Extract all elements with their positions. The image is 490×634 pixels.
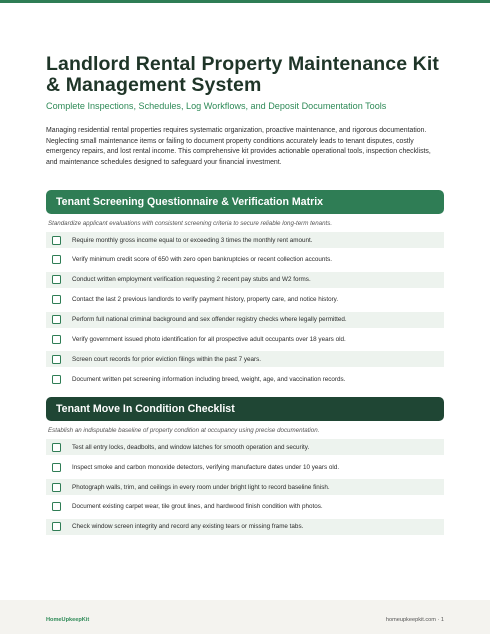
checklist-item-label: Perform full national criminal background and sex offender registry checks where legally permitted. [72, 316, 347, 324]
checklist-item-label: Inspect smoke and carbon monoxide detectors, verifying manufacture dates under 10 years old. [72, 463, 340, 471]
section-tenant-screening [46, 190, 444, 387]
checkbox[interactable] [52, 275, 61, 284]
checklist-item[interactable] [46, 479, 444, 495]
checklist-item[interactable] [46, 232, 444, 248]
checklist-item-label: Require monthly gross income equal to or exceeding 3 times the monthly rent amount. [72, 236, 313, 244]
checkbox[interactable] [52, 295, 61, 304]
checkbox[interactable] [52, 236, 61, 245]
section-move-in-checklist [46, 397, 444, 535]
checkbox[interactable] [52, 522, 61, 531]
section-heading: Tenant Move In Condition Checklist [46, 397, 444, 421]
checklist-item[interactable] [46, 371, 444, 387]
section-heading: Tenant Screening Questionnaire & Verification Matrix [46, 190, 444, 214]
checkbox[interactable] [52, 335, 61, 344]
checklist-item[interactable] [46, 519, 444, 535]
checklist-item-label: Verify minimum credit score of 650 with zero open bankruptcies or recent collection accounts. [72, 256, 333, 264]
checkbox[interactable] [52, 375, 61, 384]
checkbox[interactable] [52, 463, 61, 472]
intro-paragraph: Managing residential rental properties requires systematic organization, proactive maintenance, and rigorous documentation. Neglecting small maintenance items or failing to document property conditions accurately leads to tenant disputes, costly emergency repairs, and lost rental income. This comprehensive kit provides actionable operational tools, inspection checklists, and maintenance schedules designed to safeguard your financial investment. [46, 127, 431, 166]
document-title: Landlord Rental Property Maintenance Kit & Management System [46, 53, 439, 96]
section-note: Establish an indisputable baseline of property condition at occupancy using precise documentation. [48, 427, 320, 435]
checklist-item[interactable] [46, 331, 444, 347]
checkbox[interactable] [52, 355, 61, 364]
checklist-item-label: Screen court records for prior eviction filings within the past 7 years. [72, 355, 261, 363]
checklist-item[interactable] [46, 459, 444, 475]
page-footer [0, 600, 490, 634]
checklist [46, 439, 444, 535]
footer-brand: HomeUpkeepKit [46, 617, 90, 623]
top-accent-rule [0, 0, 490, 3]
checkbox[interactable] [52, 255, 61, 264]
checklist-item[interactable] [46, 252, 444, 268]
checklist-item[interactable] [46, 439, 444, 455]
checklist [46, 232, 444, 387]
checkbox[interactable] [52, 443, 61, 452]
checklist-item-label: Conduct written employment verification requesting 2 recent pay stubs and W2 forms. [72, 276, 311, 284]
checklist-item-label: Verify government issued photo identification for all prospective adult occupants over 18 years old. [72, 335, 346, 343]
checkbox[interactable] [52, 483, 61, 492]
checklist-item-label: Test all entry locks, deadbolts, and window latches for smooth operation and security. [72, 443, 310, 451]
checklist-item[interactable] [46, 351, 444, 367]
checklist-item-label: Document existing carpet wear, tile grout lines, and hardwood finish condition with photos. [72, 503, 323, 511]
checklist-item-label: Photograph walls, trim, and ceilings in every room under bright light to record baseline finish. [72, 483, 330, 491]
document-subtitle: Complete Inspections, Schedules, Log Workflows, and Deposit Documentation Tools [46, 101, 387, 111]
checklist-item[interactable] [46, 499, 444, 515]
checklist-item[interactable] [46, 312, 444, 328]
checklist-item[interactable] [46, 272, 444, 288]
document-page [46, 54, 444, 539]
checklist-item-label: Document written pet screening information including breed, weight, age, and vaccination records. [72, 375, 346, 383]
section-note: Standardize applicant evaluations with consistent screening criteria to secure reliable long-term tenants. [48, 220, 333, 227]
checkbox[interactable] [52, 502, 61, 511]
checkbox[interactable] [52, 315, 61, 324]
footer-page-info: homeupkeepkit.com · 1 [385, 617, 444, 623]
checklist-item-label: Check window screen integrity and record any existing tears or missing frame tabs. [72, 523, 304, 531]
checklist-item-label: Contact the last 2 previous landlords to verify payment history, property care, and notice history. [72, 296, 339, 304]
checklist-item[interactable] [46, 292, 444, 308]
